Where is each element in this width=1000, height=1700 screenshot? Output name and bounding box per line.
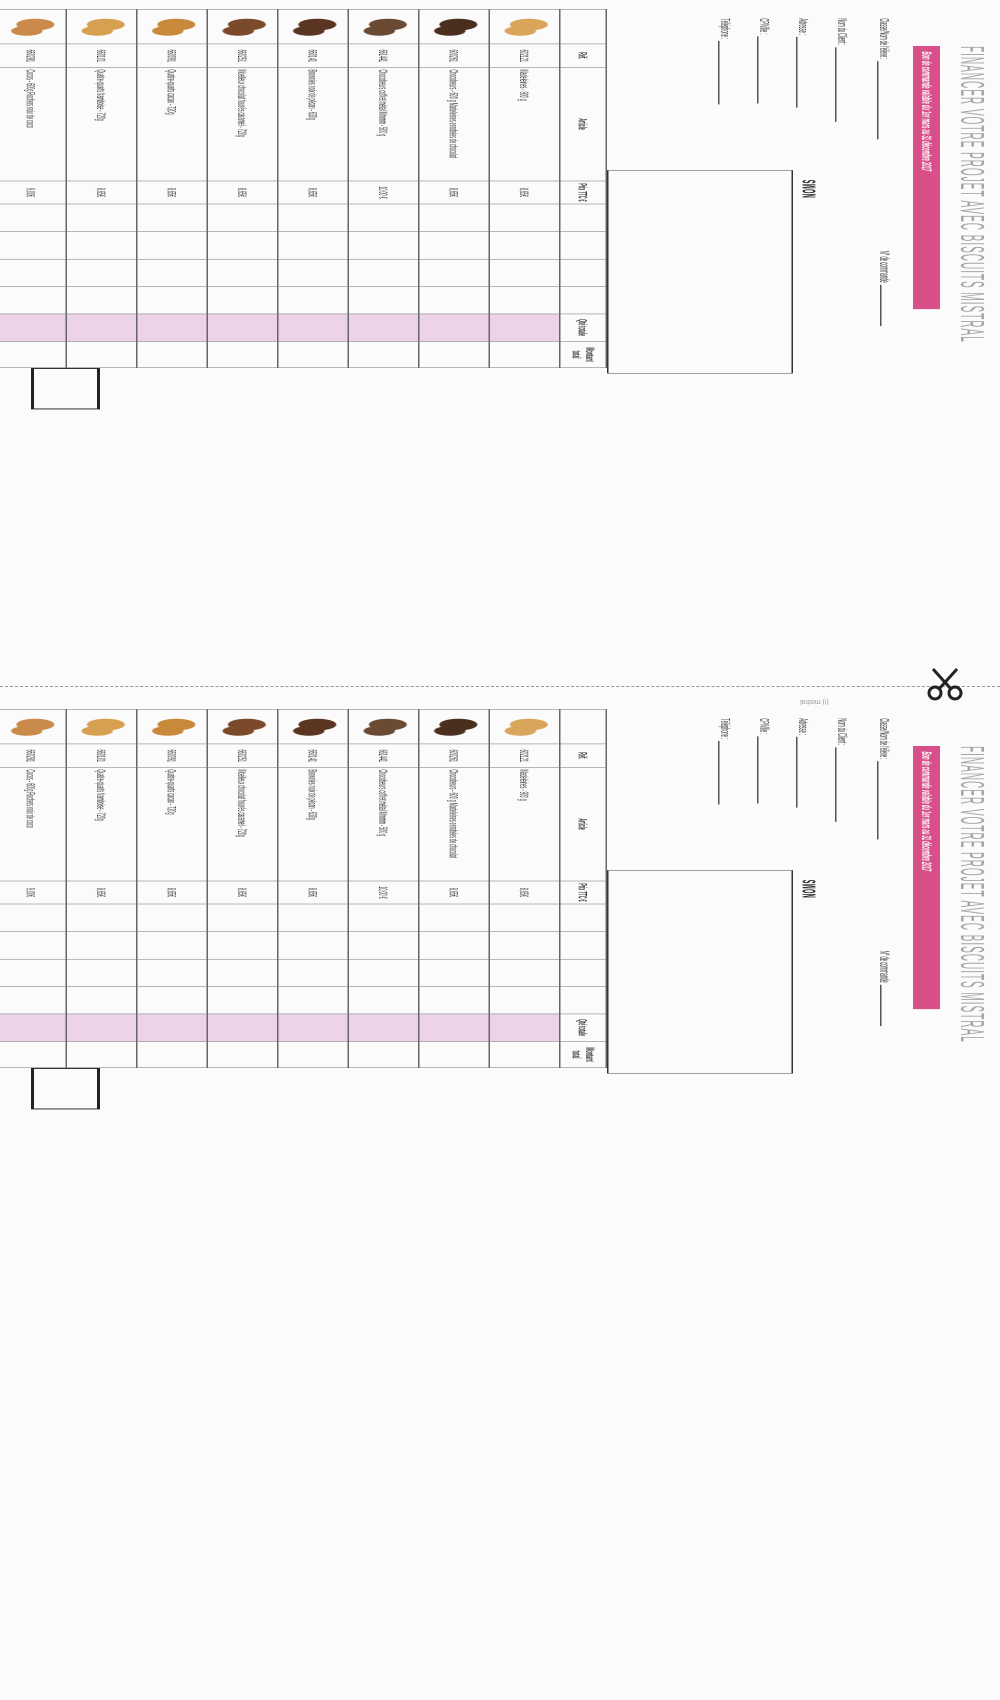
qty-cell[interactable] xyxy=(66,959,137,986)
qty-cell[interactable] xyxy=(137,286,208,313)
noms-col-header xyxy=(560,986,607,1013)
product-photo xyxy=(207,709,278,744)
client-field[interactable] xyxy=(757,718,772,803)
product-price: 8,65€ xyxy=(137,881,208,904)
qty-cell[interactable] xyxy=(0,904,66,931)
total-qty-cell[interactable] xyxy=(207,314,278,341)
qty-cell[interactable] xyxy=(489,286,560,313)
total-qty-cell[interactable] xyxy=(0,1014,66,1041)
product-ref: 600261 xyxy=(419,744,490,767)
total-amount-cell[interactable] xyxy=(278,341,349,367)
product-price: 8,65€ xyxy=(489,881,560,904)
product-photo xyxy=(278,9,349,44)
qty-cell[interactable] xyxy=(278,959,349,986)
total-qty-cell[interactable] xyxy=(66,1014,137,1041)
product-price: 8,65€ xyxy=(207,881,278,904)
qty-cell[interactable] xyxy=(348,204,419,231)
field-label: Adresse : xyxy=(796,718,811,735)
product-photo xyxy=(0,709,66,744)
product-image-icon xyxy=(216,716,273,737)
table-row xyxy=(419,709,490,1067)
client-field[interactable] xyxy=(877,18,892,139)
noms-col-header xyxy=(560,204,607,231)
order-number-field[interactable] xyxy=(877,951,895,1026)
qty-cell[interactable] xyxy=(137,259,208,286)
product-photo xyxy=(0,9,66,44)
total-qty-cell[interactable] xyxy=(137,314,208,341)
order-number-label: N° de commande xyxy=(877,950,892,983)
product-article: Cocos - 600g Rochers noix de coco xyxy=(0,767,66,880)
field-label: Adresse : xyxy=(796,18,811,35)
total-amount-cell[interactable] xyxy=(0,1041,66,1067)
noms-col-header xyxy=(560,259,607,286)
qty-cell[interactable] xyxy=(137,986,208,1013)
product-price: 8,65€ xyxy=(419,181,490,204)
product-article: Chocobeurs coffret métal Mmmm - 500 g xyxy=(348,767,419,880)
product-image-icon xyxy=(286,16,343,37)
qte-header: Qté totale xyxy=(560,314,607,341)
field-line[interactable] xyxy=(877,761,892,839)
footnote: (i) mistral xyxy=(800,698,829,705)
table-header xyxy=(560,9,607,367)
qty-cell[interactable] xyxy=(489,232,560,259)
table-row xyxy=(137,709,208,1067)
noms-label: NOMS xyxy=(799,179,820,198)
product-article: Moelleux chocolat fourrés caramel - 720g xyxy=(207,67,278,180)
product-article: Brownies noix de pécan - 630g xyxy=(278,67,349,180)
total-qty-cell[interactable] xyxy=(207,1014,278,1041)
product-photo xyxy=(419,709,490,744)
field-line[interactable] xyxy=(835,747,850,822)
noms-label: NOMS xyxy=(799,879,820,898)
product-price: 8,65€ xyxy=(66,881,137,904)
article-header: Article xyxy=(560,767,607,880)
product-article: Quatre-quarts framboise - 720g xyxy=(66,67,137,180)
product-image-icon xyxy=(286,716,343,737)
client-field[interactable] xyxy=(835,18,850,121)
product-ref: 660141 xyxy=(278,44,349,67)
form-title: FINANCER VOTRE PROJET AVEC BISCUITS MISTRAL xyxy=(953,46,991,343)
product-image-icon xyxy=(498,716,555,737)
table-row xyxy=(419,9,490,367)
total-amount-cell[interactable] xyxy=(489,1041,560,1067)
qty-cell[interactable] xyxy=(66,259,137,286)
qty-cell[interactable] xyxy=(489,204,560,231)
product-image-icon xyxy=(4,716,61,737)
product-price: 8,65€ xyxy=(137,181,208,204)
field-label: Nom du Client : xyxy=(835,718,850,746)
total-qty-cell[interactable] xyxy=(489,314,560,341)
product-price: 9,00€ xyxy=(0,881,66,904)
product-image-icon xyxy=(357,716,414,737)
field-label: Classe/Nom de l'élève : xyxy=(877,18,892,60)
product-article: Madeleines - 900 g xyxy=(489,767,560,880)
product-ref: 602121 xyxy=(489,744,560,767)
qty-cell[interactable] xyxy=(278,986,349,1013)
product-photo xyxy=(348,709,419,744)
qty-cell[interactable] xyxy=(0,986,66,1013)
noms-col-header xyxy=(560,286,607,313)
total-amount-cell[interactable] xyxy=(66,1041,137,1067)
qty-cell[interactable] xyxy=(348,986,419,1013)
qty-cell[interactable] xyxy=(137,232,208,259)
qty-cell[interactable] xyxy=(0,286,66,313)
product-price: 8,65€ xyxy=(489,181,560,204)
client-field[interactable] xyxy=(796,718,811,807)
field-label: Téléphone : xyxy=(718,718,733,740)
table-row xyxy=(278,9,349,367)
qty-cell[interactable] xyxy=(66,232,137,259)
product-photo xyxy=(66,9,137,44)
qty-cell[interactable] xyxy=(137,204,208,231)
product-image-icon xyxy=(427,16,484,37)
field-line[interactable] xyxy=(757,36,772,103)
total-amount-cell[interactable] xyxy=(348,1041,419,1067)
client-field[interactable] xyxy=(718,718,733,804)
product-photo xyxy=(137,9,208,44)
total-amount-cell[interactable] xyxy=(489,341,560,367)
product-photo xyxy=(489,709,560,744)
qty-cell[interactable] xyxy=(278,232,349,259)
qty-cell[interactable] xyxy=(0,932,66,959)
table-row xyxy=(348,709,419,1067)
product-ref: 602121 xyxy=(489,44,560,67)
qty-cell[interactable] xyxy=(489,259,560,286)
qty-cell[interactable] xyxy=(348,959,419,986)
product-ref: 660251 xyxy=(207,44,278,67)
product-article: Chocobeurs - 600 g Madeleines enrobées de chocolat xyxy=(419,67,490,180)
noms-col-header xyxy=(560,232,607,259)
total-amount-cell[interactable] xyxy=(0,341,66,367)
product-price: 10,00 € xyxy=(348,181,419,204)
table-row xyxy=(348,9,419,367)
product-ref: 661441 xyxy=(348,744,419,767)
product-ref: 660281 xyxy=(0,744,66,767)
total-qty-cell[interactable] xyxy=(489,1014,560,1041)
product-image-icon xyxy=(498,16,555,37)
qty-cell[interactable] xyxy=(419,204,490,231)
product-ref: 661441 xyxy=(348,44,419,67)
table-row xyxy=(278,709,349,1067)
product-price: 8,65€ xyxy=(278,181,349,204)
photo-header xyxy=(560,709,607,744)
client-field[interactable] xyxy=(796,18,811,107)
qty-cell[interactable] xyxy=(207,204,278,231)
prix-header: Prix TTC € xyxy=(560,881,607,904)
total-amount-cell[interactable] xyxy=(207,341,278,367)
product-price: 8,65€ xyxy=(419,881,490,904)
qty-cell[interactable] xyxy=(66,904,137,931)
qty-cell[interactable] xyxy=(348,286,419,313)
product-ref: 660091 xyxy=(137,744,208,767)
qty-cell[interactable] xyxy=(207,286,278,313)
total-qty-cell[interactable] xyxy=(278,314,349,341)
field-line[interactable] xyxy=(796,737,811,808)
field-line[interactable] xyxy=(757,736,772,803)
qty-cell[interactable] xyxy=(0,259,66,286)
product-ref: 660281 xyxy=(0,44,66,67)
client-field[interactable] xyxy=(835,718,850,821)
product-article: Cocos - 600g Rochers noix de coco xyxy=(0,67,66,180)
client-field[interactable] xyxy=(718,18,733,104)
client-field[interactable] xyxy=(877,718,892,839)
total-qty-cell[interactable] xyxy=(66,314,137,341)
field-label: CP/Ville : xyxy=(757,718,772,735)
product-photo xyxy=(419,9,490,44)
product-price: 9,00€ xyxy=(0,181,66,204)
qty-cell[interactable] xyxy=(419,232,490,259)
validity-banner: Bon de commande valable du 1er mars au 31 décembre 2017 xyxy=(913,46,940,309)
total-qty-cell[interactable] xyxy=(0,314,66,341)
qty-cell[interactable] xyxy=(0,204,66,231)
field-line[interactable] xyxy=(877,61,892,139)
qty-cell[interactable] xyxy=(278,259,349,286)
total-qty-cell[interactable] xyxy=(419,314,490,341)
product-article: Chocobeurs coffret métal Mmmm - 500 g xyxy=(348,67,419,180)
order-table xyxy=(0,9,607,368)
qty-cell[interactable] xyxy=(278,286,349,313)
order-number-field[interactable] xyxy=(877,251,895,326)
order-number-label: N° de commande xyxy=(877,250,892,283)
grand-total-box[interactable] xyxy=(31,368,100,409)
product-photo xyxy=(278,709,349,744)
qty-cell[interactable] xyxy=(278,932,349,959)
field-label: Classe/Nom de l'élève : xyxy=(877,718,892,760)
qty-cell[interactable] xyxy=(207,904,278,931)
qty-cell[interactable] xyxy=(489,959,560,986)
product-image-icon xyxy=(216,16,273,37)
product-price: 8,65€ xyxy=(278,881,349,904)
total-qty-cell[interactable] xyxy=(419,1014,490,1041)
order-number-line[interactable] xyxy=(880,285,895,326)
total-header: Montant total xyxy=(560,341,607,367)
total-qty-cell[interactable] xyxy=(348,1014,419,1041)
validity-banner: Bon de commande valable du 1er mars au 31 décembre 2017 xyxy=(913,746,940,1009)
qty-cell[interactable] xyxy=(419,932,490,959)
grand-total-box[interactable] xyxy=(31,1068,100,1109)
form-title: FINANCER VOTRE PROJET AVEC BISCUITS MISTRAL xyxy=(953,746,991,1043)
qty-cell[interactable] xyxy=(0,959,66,986)
order-number-line[interactable] xyxy=(880,985,895,1026)
qty-cell[interactable] xyxy=(489,986,560,1013)
qty-cell[interactable] xyxy=(66,286,137,313)
product-photo xyxy=(489,9,560,44)
qty-cell[interactable] xyxy=(419,904,490,931)
product-image-icon xyxy=(4,16,61,37)
table-row xyxy=(66,709,137,1067)
table-header xyxy=(560,709,607,1067)
table-row xyxy=(0,709,66,1067)
qty-cell[interactable] xyxy=(419,286,490,313)
product-image-icon xyxy=(145,16,202,37)
qty-cell[interactable] xyxy=(207,232,278,259)
product-image-icon xyxy=(75,716,132,737)
product-article: Madeleines - 900 g xyxy=(489,67,560,180)
prix-header: Prix TTC € xyxy=(560,181,607,204)
qty-cell[interactable] xyxy=(0,232,66,259)
table-row xyxy=(137,9,208,367)
noms-box[interactable] xyxy=(607,170,793,373)
total-amount-cell[interactable] xyxy=(207,1041,278,1067)
field-label: Téléphone : xyxy=(718,18,733,40)
table-row xyxy=(66,9,137,367)
table-row xyxy=(489,9,560,367)
product-ref: 660141 xyxy=(278,744,349,767)
order-table xyxy=(0,709,607,1068)
field-line[interactable] xyxy=(796,37,811,108)
table-row xyxy=(207,709,278,1067)
total-qty-cell[interactable] xyxy=(137,1014,208,1041)
table-row xyxy=(207,9,278,367)
product-image-icon xyxy=(357,16,414,37)
product-ref: 660091 xyxy=(137,44,208,67)
photo-header xyxy=(560,9,607,44)
product-article: Quatre-quarts cacao - 720g xyxy=(137,767,208,880)
noms-box[interactable] xyxy=(607,870,793,1073)
total-amount-cell[interactable] xyxy=(419,341,490,367)
qty-cell[interactable] xyxy=(207,986,278,1013)
total-amount-cell[interactable] xyxy=(419,1041,490,1067)
field-line[interactable] xyxy=(718,741,733,804)
field-line[interactable] xyxy=(835,47,850,122)
qty-cell[interactable] xyxy=(278,904,349,931)
qty-cell[interactable] xyxy=(207,259,278,286)
qty-cell[interactable] xyxy=(66,204,137,231)
total-qty-cell[interactable] xyxy=(348,314,419,341)
ref-header: Réf. xyxy=(560,744,607,767)
product-price: 8,65€ xyxy=(207,181,278,204)
qty-cell[interactable] xyxy=(489,932,560,959)
table-row xyxy=(0,9,66,367)
product-ref: 660251 xyxy=(207,744,278,767)
noms-col-header xyxy=(560,959,607,986)
total-amount-cell[interactable] xyxy=(278,1041,349,1067)
total-amount-cell[interactable] xyxy=(348,341,419,367)
product-price: 8,65€ xyxy=(66,181,137,204)
qty-cell[interactable] xyxy=(66,932,137,959)
product-image-icon xyxy=(145,716,202,737)
qty-cell[interactable] xyxy=(489,904,560,931)
table-row xyxy=(489,709,560,1067)
product-photo xyxy=(348,9,419,44)
qty-cell[interactable] xyxy=(207,932,278,959)
qty-cell[interactable] xyxy=(348,932,419,959)
qty-cell[interactable] xyxy=(419,959,490,986)
product-article: Moelleux chocolat fourrés caramel - 720g xyxy=(207,767,278,880)
scissors-icon xyxy=(925,665,965,705)
total-amount-cell[interactable] xyxy=(66,341,137,367)
qty-cell[interactable] xyxy=(348,232,419,259)
total-amount-cell[interactable] xyxy=(137,341,208,367)
product-article: Quatre-quarts cacao - 720g xyxy=(137,67,208,180)
product-article: Chocobeurs - 600 g Madeleines enrobées de chocolat xyxy=(419,767,490,880)
product-photo xyxy=(66,709,137,744)
total-qty-cell[interactable] xyxy=(278,1014,349,1041)
product-price: 10,00 € xyxy=(348,881,419,904)
product-ref: 600261 xyxy=(419,44,490,67)
total-amount-cell[interactable] xyxy=(137,1041,208,1067)
qty-cell[interactable] xyxy=(348,259,419,286)
product-photo xyxy=(137,709,208,744)
product-article: Brownies noix de pécan - 630g xyxy=(278,767,349,880)
field-line[interactable] xyxy=(718,41,733,104)
qty-cell[interactable] xyxy=(419,259,490,286)
total-header: Montant total xyxy=(560,1041,607,1067)
product-photo xyxy=(207,9,278,44)
qty-cell[interactable] xyxy=(207,959,278,986)
noms-col-header xyxy=(560,904,607,931)
product-image-icon xyxy=(427,716,484,737)
qty-cell[interactable] xyxy=(419,986,490,1013)
qty-cell[interactable] xyxy=(137,932,208,959)
qty-cell[interactable] xyxy=(137,904,208,931)
noms-col-header xyxy=(560,932,607,959)
article-header: Article xyxy=(560,67,607,180)
qty-cell[interactable] xyxy=(278,204,349,231)
qty-cell[interactable] xyxy=(137,959,208,986)
qty-cell[interactable] xyxy=(348,904,419,931)
qty-cell[interactable] xyxy=(66,986,137,1013)
product-ref: 660101 xyxy=(66,744,137,767)
client-field[interactable] xyxy=(757,18,772,103)
field-label: CP/Ville : xyxy=(757,18,772,35)
product-article: Quatre-quarts framboise - 720g xyxy=(66,767,137,880)
product-ref: 660101 xyxy=(66,44,137,67)
product-image-icon xyxy=(75,16,132,37)
field-label: Nom du Client : xyxy=(835,18,850,46)
ref-header: Réf. xyxy=(560,44,607,67)
qte-header: Qté totale xyxy=(560,1014,607,1041)
